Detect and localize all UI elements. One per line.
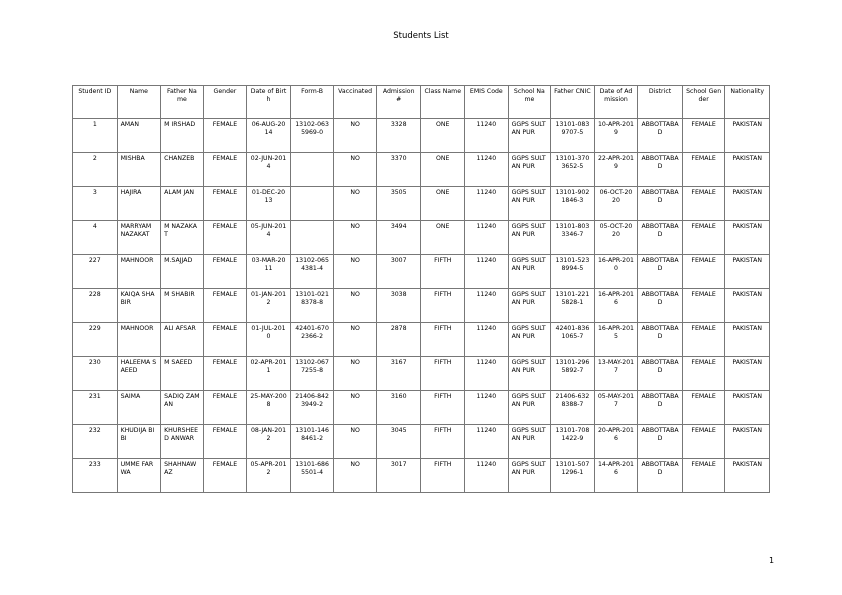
cell-nationality: PAKISTAN [725,255,770,289]
page-number: 1 [769,556,775,565]
cell-school-gender: FEMALE [682,221,725,255]
cell-father-name: M IRSHAD [161,119,204,153]
cell-name: UMME FARWA [117,459,161,493]
cell-school-gender: FEMALE [682,255,725,289]
cell-vaccinated: NO [334,459,377,493]
column-header-emis-code: EMIS Code [465,86,509,119]
cell-father-cnic: 21406-6328388-7 [551,391,595,425]
table-row [73,153,770,187]
table-row [73,391,770,425]
cell-gender: FEMALE [203,221,247,255]
cell-name: SAIMA [117,391,161,425]
cell-district: ABBOTTABAD [638,119,683,153]
cell-school-name: GGPS SULTAN PUR [508,255,551,289]
cell-vaccinated: NO [334,153,377,187]
cell-emis-code: 11240 [465,119,509,153]
cell-father-cnic: 13101-2215828-1 [551,289,595,323]
cell-district: ABBOTTABAD [638,323,683,357]
column-header-father-name: Father Name [161,86,204,119]
cell-district: ABBOTTABAD [638,153,683,187]
cell-nationality: PAKISTAN [725,459,770,493]
cell-vaccinated: NO [334,357,377,391]
cell-vaccinated: NO [334,289,377,323]
cell-gender: FEMALE [203,255,247,289]
cell-admission-number: 3328 [376,119,421,153]
cell-class-name: FIFTH [421,323,465,357]
cell-date-of-birth: 08-JAN-2012 [247,425,291,459]
cell-district: ABBOTTABAD [638,391,683,425]
cell-vaccinated: NO [334,221,377,255]
cell-class-name: FIFTH [421,255,465,289]
cell-nationality: PAKISTAN [725,187,770,221]
cell-school-gender: FEMALE [682,391,725,425]
cell-school-gender: FEMALE [682,357,725,391]
table-row [73,255,770,289]
cell-date-of-admission: 05-OCT-2020 [594,221,638,255]
cell-gender: FEMALE [203,289,247,323]
cell-gender: FEMALE [203,391,247,425]
column-header-father-cnic: Father CNIC [551,86,595,119]
cell-emis-code: 11240 [465,221,509,255]
cell-nationality: PAKISTAN [725,357,770,391]
cell-student-id: 4 [73,221,118,255]
column-header-admission-number: Admission # [376,86,421,119]
cell-gender: FEMALE [203,153,247,187]
cell-date-of-admission: 16-APR-2016 [594,289,638,323]
cell-school-name: GGPS SULTAN PUR [508,119,551,153]
cell-admission-number: 3017 [376,459,421,493]
cell-vaccinated: NO [334,119,377,153]
cell-father-cnic: 13101-9021846-3 [551,187,595,221]
cell-student-id: 233 [73,459,118,493]
cell-student-id: 1 [73,119,118,153]
cell-school-gender: FEMALE [682,187,725,221]
cell-name: MARRYAM NAZAKAT [117,221,161,255]
cell-district: ABBOTTABAD [638,289,683,323]
cell-nationality: PAKISTAN [725,323,770,357]
table-row [73,459,770,493]
cell-father-name: CHANZEB [161,153,204,187]
cell-admission-number: 3038 [376,289,421,323]
cell-name: HAJIRA [117,187,161,221]
table-row [73,119,770,153]
cell-student-id: 230 [73,357,118,391]
cell-father-cnic: 13101-3703652-5 [551,153,595,187]
cell-admission-number: 3160 [376,391,421,425]
cell-father-name: KHURSHEED ANWAR [161,425,204,459]
cell-district: ABBOTTABAD [638,459,683,493]
cell-admission-number: 3505 [376,187,421,221]
cell-form-b: 13101-6865501-4 [290,459,334,493]
cell-father-cnic: 13101-8033346-7 [551,221,595,255]
column-header-date-of-birth: Date of Birth [247,86,291,119]
cell-student-id: 228 [73,289,118,323]
cell-school-gender: FEMALE [682,119,725,153]
cell-name: KAIQA SHABIR [117,289,161,323]
page-title: Students List [393,31,449,41]
cell-father-name: M.SAJJAD [161,255,204,289]
cell-class-name: FIFTH [421,425,465,459]
cell-school-name: GGPS SULTAN PUR [508,391,551,425]
cell-father-name: SHAHNAWAZ [161,459,204,493]
cell-student-id: 227 [73,255,118,289]
cell-father-cnic: 13101-5071296-1 [551,459,595,493]
cell-emis-code: 11240 [465,425,509,459]
cell-date-of-birth: 02-JUN-2014 [247,153,291,187]
cell-date-of-birth: 02-APR-2011 [247,357,291,391]
cell-date-of-birth: 25-MAY-2008 [247,391,291,425]
table-row [73,425,770,459]
column-header-class-name: Class Name [421,86,465,119]
cell-vaccinated: NO [334,255,377,289]
cell-class-name: FIFTH [421,357,465,391]
column-header-school-name: School Name [508,86,551,119]
cell-name: MAHNOOR [117,255,161,289]
cell-district: ABBOTTABAD [638,255,683,289]
cell-nationality: PAKISTAN [725,153,770,187]
cell-date-of-birth: 06-AUG-2014 [247,119,291,153]
cell-form-b [290,187,334,221]
cell-date-of-admission: 20-APR-2016 [594,425,638,459]
cell-father-name: M SAEED [161,357,204,391]
cell-nationality: PAKISTAN [725,289,770,323]
cell-admission-number: 2878 [376,323,421,357]
cell-father-name: ALI AFSAR [161,323,204,357]
cell-emis-code: 11240 [465,357,509,391]
cell-form-b: 13102-0654381-4 [290,255,334,289]
cell-name: HALEEMA SAEED [117,357,161,391]
column-header-gender: Gender [203,86,247,119]
cell-school-gender: FEMALE [682,153,725,187]
cell-class-name: ONE [421,187,465,221]
cell-school-gender: FEMALE [682,459,725,493]
cell-admission-number: 3045 [376,425,421,459]
cell-form-b: 13101-1468461-2 [290,425,334,459]
table-row [73,221,770,255]
cell-date-of-admission: 10-APR-2019 [594,119,638,153]
cell-nationality: PAKISTAN [725,425,770,459]
cell-emis-code: 11240 [465,255,509,289]
cell-form-b [290,153,334,187]
cell-school-name: GGPS SULTAN PUR [508,187,551,221]
cell-nationality: PAKISTAN [725,119,770,153]
cell-gender: FEMALE [203,425,247,459]
cell-admission-number: 3007 [376,255,421,289]
cell-form-b: 21406-8423949-2 [290,391,334,425]
cell-date-of-admission: 14-APR-2016 [594,459,638,493]
cell-vaccinated: NO [334,187,377,221]
column-header-date-of-admission: Date of Admission [594,86,638,119]
cell-admission-number: 3167 [376,357,421,391]
cell-vaccinated: NO [334,391,377,425]
cell-class-name: ONE [421,119,465,153]
cell-school-gender: FEMALE [682,323,725,357]
column-header-form-b: Form-B [290,86,334,119]
cell-school-name: GGPS SULTAN PUR [508,357,551,391]
cell-admission-number: 3494 [376,221,421,255]
cell-form-b: 13101-0218378-8 [290,289,334,323]
cell-gender: FEMALE [203,187,247,221]
cell-class-name: ONE [421,153,465,187]
cell-date-of-birth: 05-JUN-2014 [247,221,291,255]
cell-name: MISHBA [117,153,161,187]
column-header-student-id: Student ID [73,86,118,119]
cell-date-of-admission: 05-MAY-2017 [594,391,638,425]
cell-date-of-birth: 01-DEC-2013 [247,187,291,221]
column-header-nationality: Nationality [725,86,770,119]
cell-emis-code: 11240 [465,391,509,425]
cell-name: MAHNOOR [117,323,161,357]
cell-form-b [290,221,334,255]
cell-school-name: GGPS SULTAN PUR [508,425,551,459]
cell-student-id: 3 [73,187,118,221]
cell-date-of-admission: 16-APR-2015 [594,323,638,357]
cell-name: KHUDIJA BIBI [117,425,161,459]
cell-father-name: SADIQ ZAMAN [161,391,204,425]
cell-father-name: M SHABIR [161,289,204,323]
table-row [73,289,770,323]
cell-school-name: GGPS SULTAN PUR [508,459,551,493]
cell-vaccinated: NO [334,323,377,357]
cell-father-cnic: 13101-7081422-9 [551,425,595,459]
cell-class-name: FIFTH [421,459,465,493]
cell-father-cnic: 13101-0839707-5 [551,119,595,153]
cell-date-of-admission: 13-MAY-2017 [594,357,638,391]
cell-student-id: 229 [73,323,118,357]
cell-name: AMAN [117,119,161,153]
cell-gender: FEMALE [203,459,247,493]
table-row [73,187,770,221]
cell-form-b: 13102-0677255-8 [290,357,334,391]
cell-date-of-birth: 01-JUL-2010 [247,323,291,357]
cell-father-name: ALAM JAN [161,187,204,221]
cell-district: ABBOTTABAD [638,425,683,459]
cell-form-b: 42401-6702366-2 [290,323,334,357]
cell-school-name: GGPS SULTAN PUR [508,221,551,255]
cell-student-id: 2 [73,153,118,187]
cell-date-of-birth: 03-MAR-2011 [247,255,291,289]
header-row [73,86,770,119]
cell-district: ABBOTTABAD [638,221,683,255]
column-header-vaccinated: Vaccinated [334,86,377,119]
cell-school-name: GGPS SULTAN PUR [508,323,551,357]
column-header-district: District [638,86,683,119]
cell-district: ABBOTTABAD [638,187,683,221]
cell-admission-number: 3370 [376,153,421,187]
cell-gender: FEMALE [203,323,247,357]
column-header-school-gender: School Gender [682,86,725,119]
cell-school-gender: FEMALE [682,425,725,459]
cell-emis-code: 11240 [465,153,509,187]
cell-vaccinated: NO [334,425,377,459]
cell-emis-code: 11240 [465,289,509,323]
cell-nationality: PAKISTAN [725,391,770,425]
cell-school-gender: FEMALE [682,289,725,323]
cell-gender: FEMALE [203,357,247,391]
cell-student-id: 231 [73,391,118,425]
table-row [73,357,770,391]
cell-emis-code: 11240 [465,459,509,493]
cell-district: ABBOTTABAD [638,357,683,391]
cell-nationality: PAKISTAN [725,221,770,255]
students-table [72,85,770,493]
cell-father-cnic: 13101-2965892-7 [551,357,595,391]
cell-student-id: 232 [73,425,118,459]
cell-school-name: GGPS SULTAN PUR [508,289,551,323]
table-body [73,119,770,493]
cell-father-cnic: 42401-8361065-7 [551,323,595,357]
cell-emis-code: 11240 [465,187,509,221]
cell-school-name: GGPS SULTAN PUR [508,153,551,187]
cell-father-name: M NAZAKAT [161,221,204,255]
cell-form-b: 13102-0635969-0 [290,119,334,153]
cell-date-of-admission: 22-APR-2019 [594,153,638,187]
cell-father-cnic: 13101-5238994-5 [551,255,595,289]
cell-date-of-admission: 16-APR-2010 [594,255,638,289]
cell-gender: FEMALE [203,119,247,153]
cell-date-of-birth: 01-JAN-2012 [247,289,291,323]
cell-emis-code: 11240 [465,323,509,357]
table-row [73,323,770,357]
cell-class-name: FIFTH [421,391,465,425]
cell-class-name: FIFTH [421,289,465,323]
cell-date-of-admission: 06-OCT-2020 [594,187,638,221]
cell-class-name: ONE [421,221,465,255]
column-header-name: Name [117,86,161,119]
cell-date-of-birth: 05-APR-2012 [247,459,291,493]
